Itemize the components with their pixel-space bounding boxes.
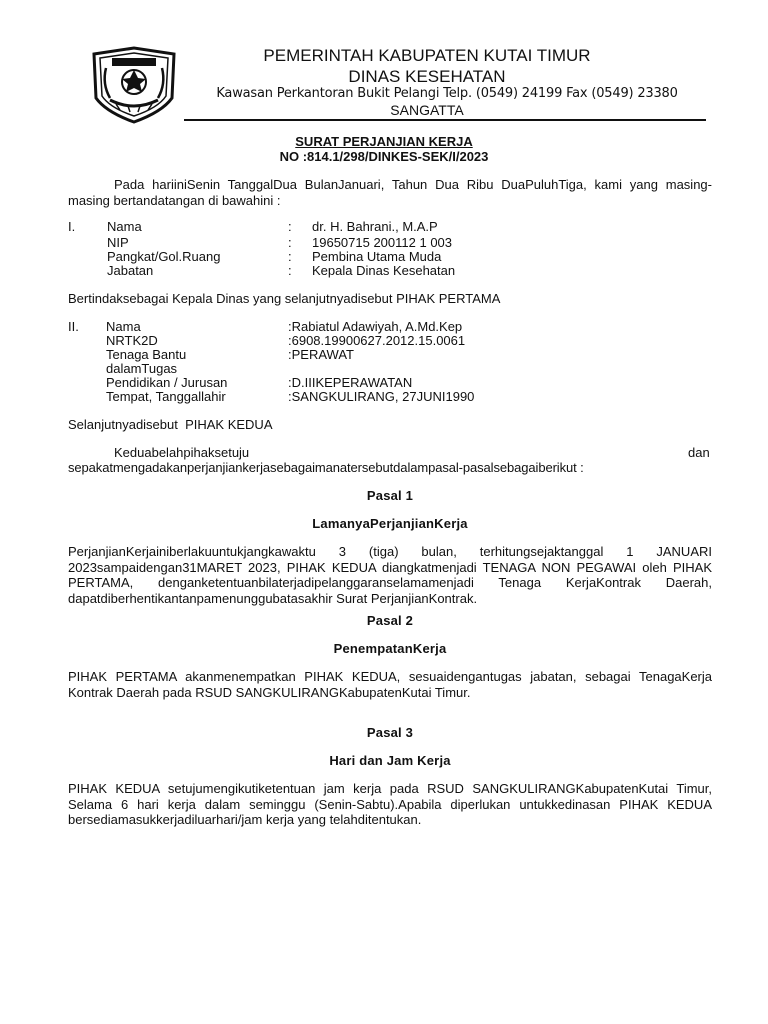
party2-label: Tempat, Tanggallahir: [106, 389, 226, 404]
party1-roman: I.: [68, 219, 76, 234]
party2-roman: II.: [68, 319, 79, 334]
pasal2-body: PIHAK PERTAMA akanmenempatkan PIHAK KEDUA, sesuaidengantugas jabatan, sebagai TenagaKerja Kontrak Daerah pada RSUD SANGKULIRANGKabupatenKutai Timur.: [68, 669, 712, 700]
agreement-line2: sepakatmengadakanperjanjiankerjasebagaimanatersebutdalampasal-pasalsebagaiberikut :: [68, 460, 584, 475]
letterhead-government: PEMERINTAH KABUPATEN KUTAI TIMUR: [263, 46, 591, 65]
pasal1-title: LamanyaPerjanjianKerja: [312, 516, 468, 531]
party1-sep: :: [288, 263, 292, 278]
party1-value: Kepala Dinas Kesehatan: [312, 263, 456, 278]
letterhead-divider: [184, 119, 706, 121]
pasal2-title: PenempatanKerja: [333, 641, 447, 656]
party1-sep: :: [288, 219, 292, 234]
letterhead-address: Kawasan Perkantoran Bukit Pelangi Telp. (0549) 24199 Fax (0549) 23380: [216, 86, 678, 101]
party1-label: NIP: [107, 235, 129, 250]
party2-statement: Selanjutnyadisebut PIHAK KEDUA: [68, 417, 273, 432]
party2-label: Pendidikan / Jurusan: [106, 375, 228, 390]
party2-value: :SANGKULIRANG, 27JUNI1990: [288, 389, 475, 404]
party1-sep: :: [288, 249, 292, 264]
pasal1-number: Pasal 1: [366, 488, 414, 503]
party2-value: :Rabiatul Adawiyah, A.Md.Kep: [288, 319, 463, 334]
party2-value: :6908.19900627.2012.15.0061: [288, 333, 466, 348]
document-number: NO :814.1/298/DINKES-SEK/I/2023: [279, 149, 489, 164]
party2-value: :D.IIIKEPERAWATAN: [288, 375, 413, 390]
letterhead-city: SANGATTA: [390, 102, 464, 118]
kutai-timur-emblem-icon: [88, 46, 180, 124]
party2-label: dalamTugas: [106, 361, 178, 376]
pasal1-body: PerjanjianKerjainiberlakuuntukjangkawaktu 3 (tiga) bulan, terhitungsejaktanggal 1 JANUARI 2023sampaidengan31MARET 2023, PIHAK KEDUA diangkatmenjadi TENAGA NON PEGAWAI oleh PIHAK PERTAMA, denganketentuanbilaterjadipelanggaranselamamenjadi Tenaga KerjaKontrak Daerah, dapatdiberhentikantanpamenunggubatasakhir Surat PerjanjianKontrak.: [68, 544, 712, 606]
party1-sep: :: [288, 235, 292, 250]
pasal2-number: Pasal 2: [366, 613, 414, 628]
party1-value: 19650715 200112 1 003: [312, 235, 453, 250]
pasal3-title: Hari dan Jam Kerja: [329, 753, 451, 768]
party2-label: Nama: [106, 319, 141, 334]
letterhead-agency: DINAS KESEHATAN: [348, 67, 506, 86]
party1-value: dr. H. Bahrani., M.A.P: [312, 219, 438, 234]
pasal3-number: Pasal 3: [366, 725, 414, 740]
party1-value: Pembina Utama Muda: [312, 249, 442, 264]
agreement-line1-right: dan: [688, 445, 710, 460]
document-title: SURAT PERJANJIAN KERJA: [295, 134, 473, 149]
party1-label: Nama: [107, 219, 142, 234]
agreement-line1-left: Keduabelahpihaksetuju: [114, 445, 250, 460]
intro-paragraph: Pada hariiniSenin TanggalDua BulanJanuari, Tahun Dua Ribu DuaPuluhTiga, kami yang masing-masing bertandatangan di bawahini :: [68, 177, 712, 208]
party1-label: Jabatan: [107, 263, 154, 278]
party2-label: Tenaga Bantu: [106, 347, 187, 362]
party1-statement: Bertindaksebagai Kepala Dinas yang selanjutnyadisebut PIHAK PERTAMA: [68, 291, 501, 306]
pasal3-body: PIHAK KEDUA setujumengikutiketentuan jam kerja pada RSUD SANGKULIRANGKabupatenKutai Timur, Selama 6 hari kerja dalam seminggu (Senin-Sabtu).Apabila diperlukan untukkedinasan PIHAK KEDUA bersediamasukkerjadiluarhari/jam kerja yang telahditentukan.: [68, 781, 712, 827]
party2-value: :PERAWAT: [288, 347, 354, 362]
party2-label: NRTK2D: [106, 333, 158, 348]
party1-label: Pangkat/Gol.Ruang: [107, 249, 221, 264]
